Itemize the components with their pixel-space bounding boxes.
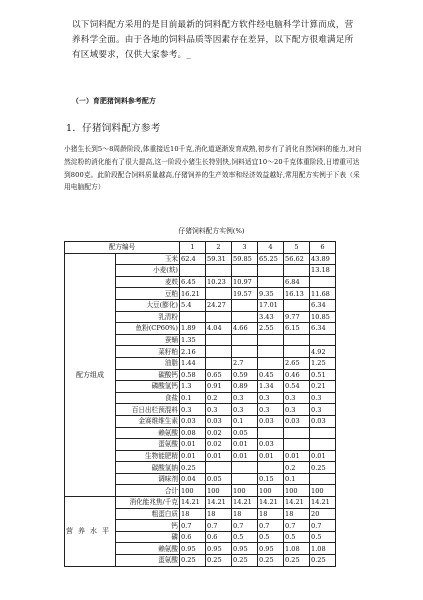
value-cell: 0.01 xyxy=(232,450,258,462)
section-heading: （一）育肥猪饲料参考配方 xyxy=(72,97,156,105)
value-cell: 100 xyxy=(232,485,258,497)
value-cell: 0.7 xyxy=(206,520,232,532)
value-cell: 59.31 xyxy=(206,253,232,265)
value-cell: 0.03 xyxy=(258,415,284,427)
value-cell: 62.4 xyxy=(180,253,206,265)
value-cell: 9.35 xyxy=(258,288,284,300)
value-cell: 0.3 xyxy=(232,404,258,416)
value-cell: 4.04 xyxy=(206,323,232,335)
value-cell xyxy=(206,357,232,369)
value-cell: 0.3 xyxy=(284,392,310,404)
value-cell: 10.85 xyxy=(310,311,336,323)
value-cell xyxy=(258,357,284,369)
row-label-cell: 碳酸钙 xyxy=(116,369,180,381)
value-cell: 0.03 xyxy=(258,439,284,451)
value-cell: 43.89 xyxy=(310,253,336,265)
value-cell: 1.34 xyxy=(258,381,284,393)
value-cell xyxy=(206,288,232,300)
value-cell: 0.7 xyxy=(310,520,336,532)
value-cell: 0.3 xyxy=(180,404,206,416)
value-cell: 0.58 xyxy=(180,369,206,381)
value-cell: 0.02 xyxy=(206,439,232,451)
value-cell: 100 xyxy=(206,485,232,497)
value-cell: 18 xyxy=(180,508,206,520)
table-row xyxy=(65,497,336,509)
value-cell xyxy=(206,346,232,358)
value-cell xyxy=(258,346,284,358)
value-cell: 0.25 xyxy=(180,555,206,567)
body-paragraph: 小猪生长到5～8周龄阶段,体重接近10千克,消化道逐渐发育成熟,初步有了消化自然饲料的能力,对自然淀粉的消化能有了很大提高,这一阶段小猪生长特别快,饲料适宜10～20千克体重阶段,日增重可达到800克。此阶段配合饲料质量越高,仔猪饲养的生产效率和经济效益越好,常用配方实例于下表（采用电脑配方） xyxy=(64,145,362,192)
value-cell xyxy=(310,427,336,439)
value-cell: 24.27 xyxy=(206,299,232,311)
value-cell: 3.43 xyxy=(258,311,284,323)
table-header-row xyxy=(65,242,336,254)
value-cell: 0.25 xyxy=(206,555,232,567)
value-cell: 4.66 xyxy=(232,323,258,335)
value-cell: 100 xyxy=(310,485,336,497)
value-cell: 1.08 xyxy=(310,543,336,555)
value-cell: 2.55 xyxy=(258,323,284,335)
value-cell: 6.34 xyxy=(310,299,336,311)
row-label-cell: 金赛维维生素 xyxy=(116,415,180,427)
value-cell: 59.85 xyxy=(232,253,258,265)
value-cell: 0.01 xyxy=(232,439,258,451)
row-label-cell: 豆粕 xyxy=(116,288,180,300)
value-cell: 0.95 xyxy=(180,543,206,555)
value-cell: 0.46 xyxy=(284,369,310,381)
value-cell xyxy=(310,334,336,346)
value-cell: 0.3 xyxy=(310,404,336,416)
row-label-cell: 百日出栏预混料 xyxy=(116,404,180,416)
value-cell: 0.89 xyxy=(232,381,258,393)
value-cell: 18 xyxy=(206,508,232,520)
value-cell xyxy=(232,299,258,311)
sub-heading: 1．仔猪饲料配方参考 xyxy=(66,123,161,134)
value-cell: 18 xyxy=(258,508,284,520)
value-cell: 0.7 xyxy=(284,520,310,532)
value-cell: 14.21 xyxy=(258,497,284,509)
value-cell: 13.18 xyxy=(310,265,336,277)
value-cell: 1.44 xyxy=(180,357,206,369)
group-label-composition: 配方组成 xyxy=(65,253,116,496)
value-cell xyxy=(206,462,232,474)
row-label-cell: 消化能兆焦/千克 xyxy=(116,497,180,509)
value-cell: 1.89 xyxy=(180,323,206,335)
value-cell: 0.3 xyxy=(232,392,258,404)
value-cell: 0.08 xyxy=(180,427,206,439)
value-cell xyxy=(258,427,284,439)
row-label-cell: 赖氨酸 xyxy=(116,427,180,439)
value-cell xyxy=(206,334,232,346)
value-cell: 0.03 xyxy=(206,415,232,427)
value-cell: 0.6 xyxy=(206,531,232,543)
value-cell: 18 xyxy=(284,508,310,520)
value-cell: 6.34 xyxy=(310,323,336,335)
value-cell: 0.01 xyxy=(180,439,206,451)
value-cell: 0.3 xyxy=(258,392,284,404)
value-cell: 0.7 xyxy=(258,520,284,532)
value-cell: 19.57 xyxy=(232,288,258,300)
value-cell: 56.62 xyxy=(284,253,310,265)
value-cell xyxy=(232,473,258,485)
value-cell: 0.3 xyxy=(206,404,232,416)
value-cell: 0.05 xyxy=(206,473,232,485)
value-cell: 0.01 xyxy=(310,450,336,462)
value-cell xyxy=(232,462,258,474)
value-cell: 0.01 xyxy=(258,450,284,462)
row-label-cell: 大豆(膨化) xyxy=(116,299,180,311)
row-label-cell: 磷 xyxy=(116,531,180,543)
value-cell: 1.35 xyxy=(180,334,206,346)
row-label-cell: 磷酸氢钙 xyxy=(116,381,180,393)
value-cell: 0.6 xyxy=(180,531,206,543)
row-label-cell: 调味剂 xyxy=(116,473,180,485)
value-cell: 5.4 xyxy=(180,299,206,311)
value-cell xyxy=(284,265,310,277)
value-cell xyxy=(310,473,336,485)
row-label-cell: 碳酸氢钠 xyxy=(116,462,180,474)
value-cell: 0.25 xyxy=(232,555,258,567)
value-cell: 0.95 xyxy=(258,543,284,555)
value-cell: 0.25 xyxy=(258,555,284,567)
value-cell: 0.65 xyxy=(206,369,232,381)
value-cell xyxy=(284,427,310,439)
value-cell: 1.25 xyxy=(310,357,336,369)
feed-formula-table xyxy=(64,241,336,567)
value-cell: 6.84 xyxy=(284,276,310,288)
value-cell: 9.77 xyxy=(284,311,310,323)
row-label-cell: 合计 xyxy=(116,485,180,497)
row-label-cell: 蛋氨酸 xyxy=(116,439,180,451)
value-cell: 0.1 xyxy=(180,392,206,404)
value-cell: 6.45 xyxy=(180,276,206,288)
intro-paragraph: 以下饲料配方采用的是目前最新的饲料配方软件经电脑科学计算而成，营养科学全面。由于各地的饲料品质等因素存在差异，以下配方很难满足所有区域要求，仅供大家参考。_ xyxy=(72,20,354,60)
value-cell xyxy=(206,265,232,277)
value-cell: 0.95 xyxy=(232,543,258,555)
value-cell xyxy=(232,311,258,323)
value-cell: 14.21 xyxy=(310,497,336,509)
value-cell: 0.03 xyxy=(180,415,206,427)
value-cell: 0.5 xyxy=(258,531,284,543)
row-label-cell: 钙 xyxy=(116,520,180,532)
header-number-cell: 1 xyxy=(180,242,206,254)
value-cell xyxy=(284,346,310,358)
value-cell xyxy=(284,334,310,346)
value-cell: 14.21 xyxy=(232,497,258,509)
table-row xyxy=(65,253,336,265)
value-cell: 0.2 xyxy=(206,392,232,404)
value-cell xyxy=(258,462,284,474)
header-number-cell: 4 xyxy=(258,242,284,254)
row-label-cell: 蚕蛹 xyxy=(116,334,180,346)
value-cell: 0.01 xyxy=(180,450,206,462)
header-label-cell: 配方编号 xyxy=(65,242,180,254)
value-cell: 0.05 xyxy=(232,427,258,439)
row-label-cell: 菜籽粕 xyxy=(116,346,180,358)
value-cell: 0.01 xyxy=(206,450,232,462)
row-label-cell: 粗蛋白质 xyxy=(116,508,180,520)
row-label-cell: 小麦(麸) xyxy=(116,265,180,277)
value-cell xyxy=(232,346,258,358)
value-cell: 0.91 xyxy=(206,381,232,393)
row-label-cell: 食盐 xyxy=(116,392,180,404)
value-cell: 1.08 xyxy=(284,543,310,555)
value-cell xyxy=(180,265,206,277)
row-label-cell: 麦麸 xyxy=(116,276,180,288)
value-cell: 10.23 xyxy=(206,276,232,288)
value-cell: 0.21 xyxy=(310,381,336,393)
value-cell xyxy=(310,276,336,288)
value-cell xyxy=(284,439,310,451)
value-cell: 0.95 xyxy=(206,543,232,555)
value-cell xyxy=(284,299,310,311)
value-cell: 16.13 xyxy=(284,288,310,300)
value-cell: 0.54 xyxy=(284,381,310,393)
value-cell: 20 xyxy=(310,508,336,520)
row-label-cell: 玉米 xyxy=(116,253,180,265)
header-number-cell: 5 xyxy=(284,242,310,254)
value-cell: 0.59 xyxy=(232,369,258,381)
value-cell: 14.21 xyxy=(180,497,206,509)
value-cell: 6.15 xyxy=(284,323,310,335)
value-cell: 17.01 xyxy=(258,299,284,311)
row-label-cell: 鱼粉(CP60%) xyxy=(116,323,180,335)
value-cell: 2.16 xyxy=(180,346,206,358)
value-cell: 0.03 xyxy=(310,415,336,427)
value-cell: 100 xyxy=(284,485,310,497)
value-cell: 0.5 xyxy=(284,531,310,543)
row-label-cell: 蛋氨酸 xyxy=(116,555,180,567)
value-cell: 0.5 xyxy=(232,531,258,543)
value-cell xyxy=(206,311,232,323)
value-cell: 0.3 xyxy=(284,404,310,416)
value-cell: 0.1 xyxy=(284,473,310,485)
row-label-cell: 赖氨酸 xyxy=(116,543,180,555)
value-cell: 0.2 xyxy=(284,462,310,474)
header-number-cell: 2 xyxy=(206,242,232,254)
value-cell xyxy=(232,265,258,277)
value-cell: 14.21 xyxy=(284,497,310,509)
value-cell: 0.45 xyxy=(258,369,284,381)
value-cell: 0.02 xyxy=(206,427,232,439)
value-cell xyxy=(232,334,258,346)
value-cell: 0.5 xyxy=(310,531,336,543)
value-cell: 0.25 xyxy=(310,462,336,474)
value-cell: 16.21 xyxy=(180,288,206,300)
value-cell: 0.04 xyxy=(180,473,206,485)
value-cell: 18 xyxy=(232,508,258,520)
header-number-cell: 3 xyxy=(232,242,258,254)
value-cell: 11.68 xyxy=(310,288,336,300)
value-cell: 2.7 xyxy=(232,357,258,369)
row-label-cell: 油脂 xyxy=(116,357,180,369)
value-cell: 100 xyxy=(258,485,284,497)
value-cell xyxy=(180,311,206,323)
value-cell xyxy=(258,265,284,277)
value-cell: 0.1 xyxy=(232,415,258,427)
value-cell: 10.97 xyxy=(232,276,258,288)
value-cell: 0.3 xyxy=(258,404,284,416)
value-cell: 1.3 xyxy=(180,381,206,393)
group-label-nutrition: 营养水平 xyxy=(65,497,116,567)
value-cell: 0.25 xyxy=(284,555,310,567)
value-cell: 0.7 xyxy=(232,520,258,532)
value-cell: 0.01 xyxy=(284,450,310,462)
value-cell: 65.25 xyxy=(258,253,284,265)
value-cell: 14.21 xyxy=(206,497,232,509)
value-cell: 0.25 xyxy=(180,462,206,474)
value-cell: 100 xyxy=(180,485,206,497)
value-cell: 0.25 xyxy=(310,555,336,567)
value-cell: 0.3 xyxy=(310,392,336,404)
row-label-cell: 乳清粉 xyxy=(116,311,180,323)
value-cell: 0.51 xyxy=(310,369,336,381)
value-cell: 4.92 xyxy=(310,346,336,358)
value-cell: 0.7 xyxy=(180,520,206,532)
table-caption: 仔猪饲料配方实例(%) xyxy=(178,227,245,235)
value-cell xyxy=(310,439,336,451)
value-cell: 2.65 xyxy=(284,357,310,369)
header-number-cell: 6 xyxy=(310,242,336,254)
value-cell xyxy=(258,276,284,288)
value-cell: 0.15 xyxy=(258,473,284,485)
value-cell: 0.03 xyxy=(284,415,310,427)
row-label-cell: 生物能肥精 xyxy=(116,450,180,462)
value-cell xyxy=(258,334,284,346)
